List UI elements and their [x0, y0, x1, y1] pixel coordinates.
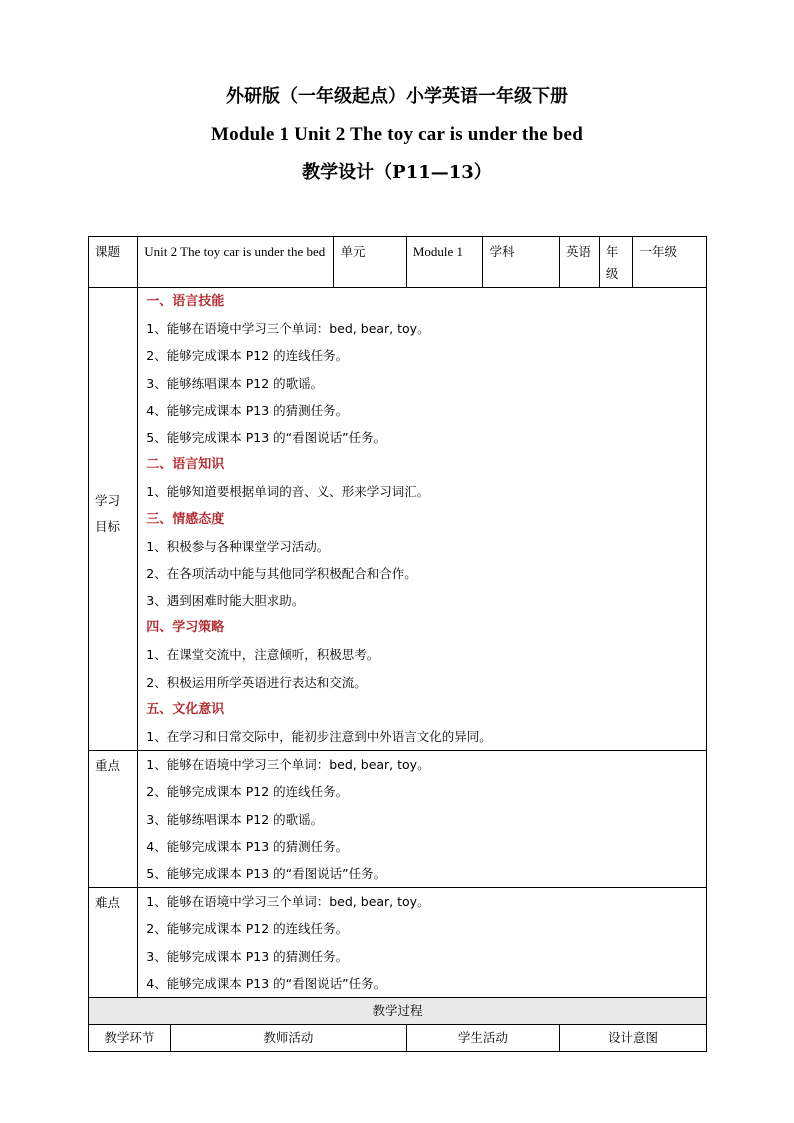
difficulties-label: 难点: [89, 888, 138, 998]
title-series: 外研版（一年级起点）小学英语一年级下册: [226, 86, 568, 107]
process-title: 教学过程: [89, 997, 707, 1024]
process-col-student: 学生活动: [406, 1024, 559, 1051]
difficulty-item: 1、能够在语境中学习三个单词：bed, bear, toy。: [146, 894, 430, 910]
objective-item: 1、在课堂交流中，注意倾听，积极思考。: [146, 647, 380, 663]
objective-item: 2、积极运用所学英语进行表达和交流。: [146, 674, 367, 690]
objective-heading: 五、文化意识: [146, 701, 225, 717]
unit-label: 单元: [334, 237, 406, 288]
process-col-purpose: 设计意图: [560, 1024, 707, 1051]
document-title-block: [0, 78, 794, 192]
difficulty-item: 2、能够完成课本 P12 的连线任务。: [146, 921, 349, 937]
objective-item: 5、能够完成课本 P13 的“看图说话”任务。: [146, 429, 387, 445]
title-design: 教学设计（P11—13）: [302, 162, 492, 183]
objectives-label-text: 学习目标: [95, 493, 121, 534]
process-col-stage: 教学环节: [89, 1024, 171, 1051]
subject-label: 学科: [483, 237, 560, 288]
objective-item: 4、能够完成课本 P13 的猜测任务。: [146, 402, 349, 418]
objectives-label: [89, 288, 138, 751]
objective-item: 1、能够知道要根据单词的音、义、形来学习词汇。: [146, 484, 430, 500]
topic-label: 课题: [89, 237, 138, 288]
info-row: [89, 237, 707, 288]
process-header-row: [89, 1024, 707, 1051]
key-points-label: 重点: [89, 751, 138, 888]
grade-value: 一年级: [633, 237, 707, 288]
key-point-item: 4、能够完成课本 P13 的猜测任务。: [146, 838, 349, 854]
objective-heading: 二、语言知识: [146, 457, 225, 473]
objectives-content: [138, 288, 707, 751]
unit-value: Module 1: [406, 237, 483, 288]
difficulties-content: [138, 888, 707, 998]
key-point-item: 3、能够练唱课本 P12 的歌谣。: [146, 811, 324, 827]
lesson-plan-table: [88, 236, 707, 1052]
objective-heading: 四、学习策略: [146, 620, 225, 636]
key-point-item: 5、能够完成课本 P13 的“看图说话”任务。: [146, 865, 387, 881]
objectives-row: [89, 288, 707, 751]
process-title-row: [89, 997, 707, 1024]
difficulty-item: 4、能够完成课本 P13 的“看图说话”任务。: [146, 975, 387, 991]
objective-item: 2、在各项活动中能与其他同学积极配合和合作。: [146, 565, 417, 581]
process-col-teacher: 教师活动: [170, 1024, 406, 1051]
objective-item: 1、在学习和日常交际中，能初步注意到中外语言文化的异同。: [146, 729, 492, 744]
objective-heading: 三、情感态度: [146, 511, 225, 527]
key-point-item: 1、能够在语境中学习三个单词：bed, bear, toy。: [146, 757, 430, 773]
objective-item: 1、能够在语境中学习三个单词：bed, bear, toy。: [146, 321, 430, 337]
difficulties-row: [89, 888, 707, 998]
difficulty-item: 3、能够完成课本 P13 的猜测任务。: [146, 948, 349, 964]
objective-item: 3、能够练唱课本 P12 的歌谣。: [146, 375, 324, 391]
objective-item: 3、遇到困难时能大胆求助。: [146, 593, 305, 609]
key-point-item: 2、能够完成课本 P12 的连线任务。: [146, 784, 349, 800]
topic-value: Unit 2 The toy car is under the bed: [138, 237, 334, 288]
objective-item: 2、能够完成课本 P12 的连线任务。: [146, 348, 349, 364]
subject-value: 英语: [560, 237, 600, 288]
objective-heading: 一、语言技能: [146, 294, 225, 309]
key-points-content: [138, 751, 707, 888]
title-lesson: Module 1 Unit 2 The toy car is under the bed: [211, 124, 583, 145]
key-points-row: [89, 751, 707, 888]
objective-item: 1、积极参与各种课堂学习活动。: [146, 538, 330, 554]
grade-label: 年级: [599, 237, 633, 288]
